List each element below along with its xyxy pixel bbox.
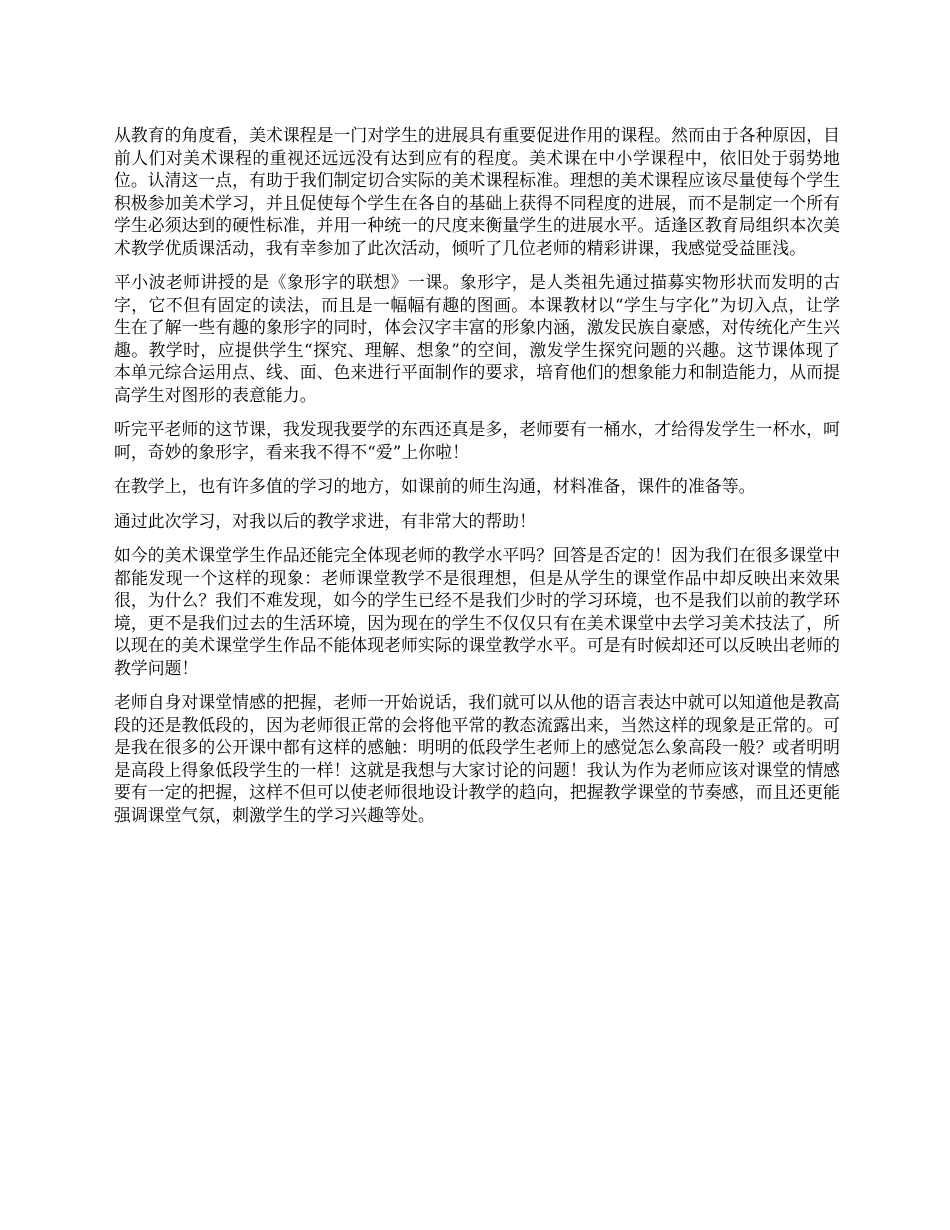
paragraph-4: 在教学上，也有许多值的学习的地方，如课前的师生沟通，材料准备，课件的准备等。 [114, 476, 756, 496]
paragraph-5: 通过此次学习，对我以后的教学求进，有非常大的帮助！ [114, 510, 537, 531]
paragraph-6: 如今的美术课堂学生作品还能完全体现老师的教学水平吗？回答是否定的！因为我们在很多课堂中都能发现一个这样的现象：老师课堂教学不是很理想，但是从学生的课堂作品中却反映出来效果很，为什么？我们不难发现，如今的学生已经不是我们少时的学习环境，也不是我们以前的教学环境，更不是我们过去的生活环境，因为现在的学生不仅仅只有在美术课堂中去学习美术技法了，所以现在的美术课堂学生作品不能体现老师实际的课堂教学水平。可是有时候却还可以反映出老师的教学问题！ [114, 545, 840, 678]
paragraph-2: 平小波老师讲授的是《象形字的联想》一课。象形字，是人类祖先通过描募实物形状而发明的古字，它不但有固定的读法，而且是一幅幅有趣的图画。本课教材以“学生与字化”为切入点，让学生在了解一些有趣的象形字的同时，体会汉字丰富的形象内涵，激发民族自豪感，对传统化产生兴趣。教学时，应提供学生“探究、理解、想象”的空间，激发学生探究问题的兴趣。这节课体现了本单元综合运用点、线、面、色来进行平面制作的要求，培育他们的想象能力和制造能力，从而提高学生对图形的表意能力。 [114, 272, 840, 405]
document-page [114, 124, 840, 838]
paragraph-7: 老师自身对课堂情感的把握，老师一开始说话，我们就可以从他的语言表达中就可以知道他是教高段的还是教低段的，因为老师很正常的会将他平常的教态流露出来，当然这样的现象是正常的。可是我在很多的公开课中都有这样的感触：明明的低段学生老师上的感觉怎么象高段一般？或者明明是高段上得象低段学生的一样！这就是我想与大家讨论的问题！我认为作为老师应该对课堂的情感要有一定的把握，这样不但可以使老师很地设计教学的趋向，把握教学课堂的节奏感，而且还更能强调课堂气氛，刺激学生的学习兴趣等处。 [114, 692, 840, 825]
paragraph-3: 听完平老师的这节课，我发现我要学的东西还真是多，老师要有一桶水，才给得发学生一杯水，呵呵，奇妙的象形字，看来我不得不“爱”上你啦！ [114, 419, 840, 462]
paragraph-1: 从教育的角度看，美术课程是一门对学生的进展具有重要促进作用的课程。然而由于各种原因，目前人们对美术课程的重视还远远没有达到应有的程度。美术课在中小学课程中，依旧处于弱势地位。认清这一点，有助于我们制定切合实际的美术课程标准。理想的美术课程应该尽量使每个学生积极参加美术学习，并且促使每个学生在各自的基础上获得不同程度的进展，而不是制定一个所有学生必须达到的硬性标准，并用一种统一的尺度来衡量学生的进展水平。适逢区教育局组织本次美术教学优质课活动，我有幸参加了此次活动，倾听了几位老师的精彩讲课，我感觉受益匪浅。 [114, 125, 840, 258]
